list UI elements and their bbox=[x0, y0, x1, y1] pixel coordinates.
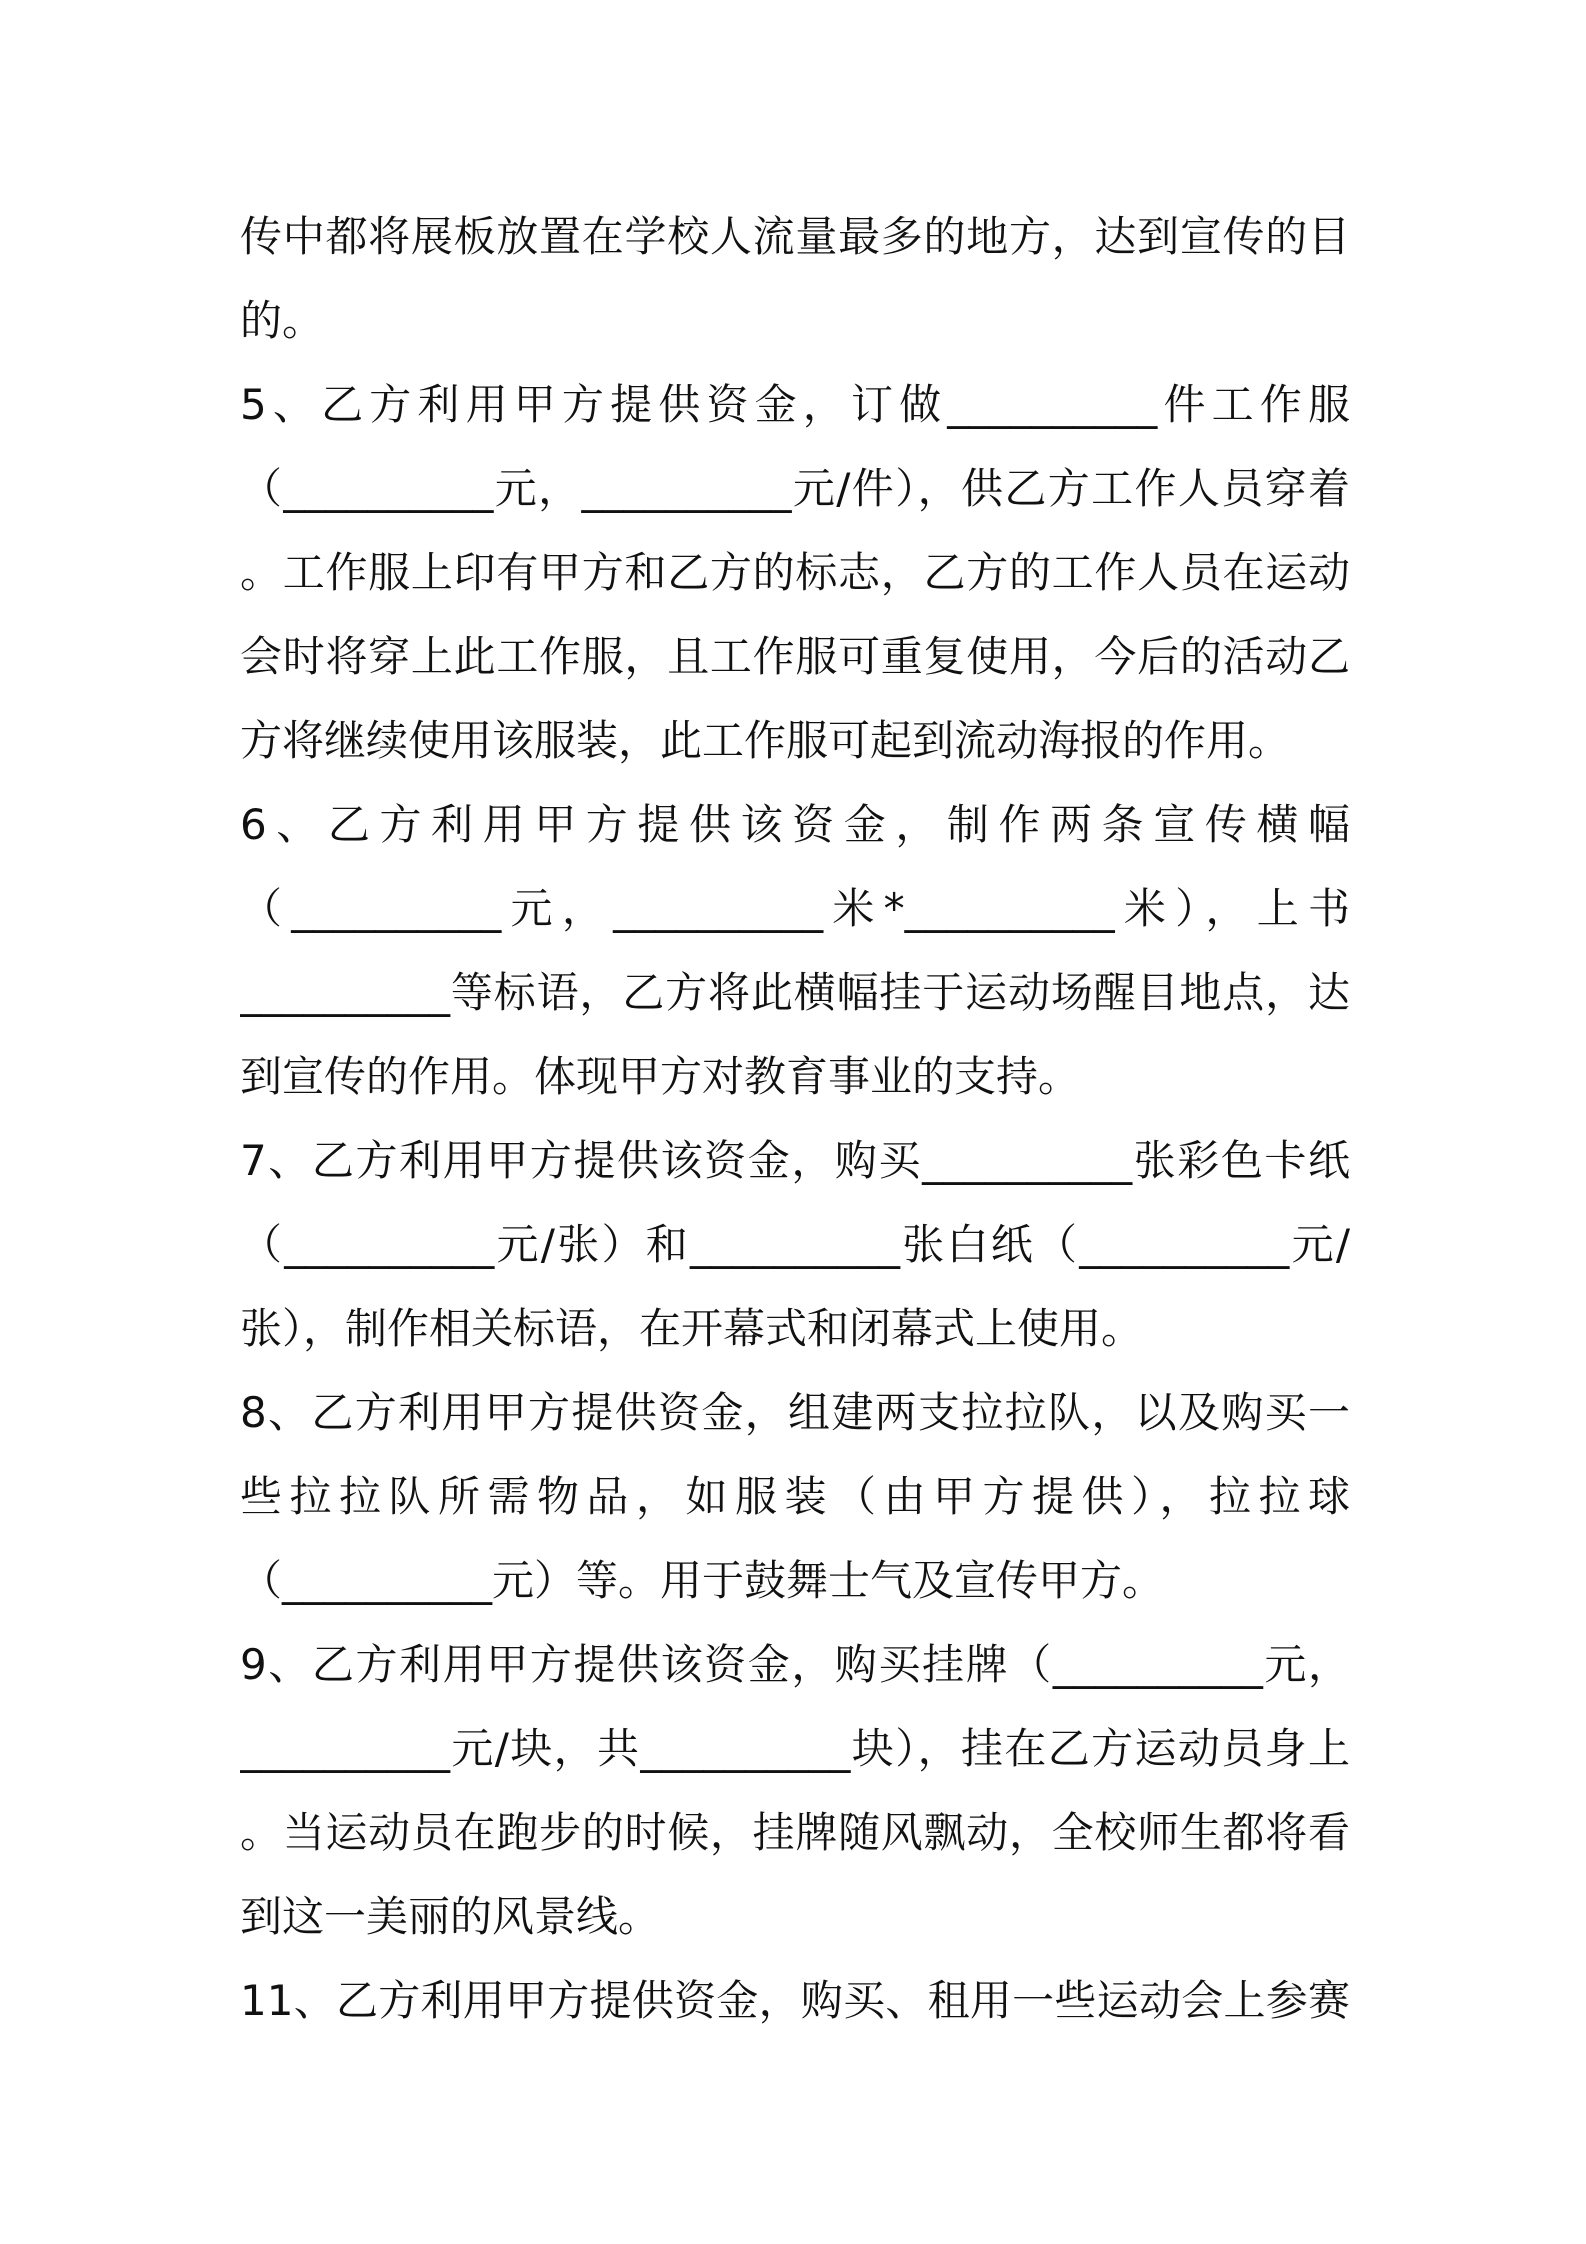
document-page bbox=[240, 195, 1350, 2043]
text-line: 11、乙方利用甲方提供资金，购买、租用一些运动会上参赛 bbox=[240, 1976, 1350, 2025]
text-line: 6、乙方利用甲方提供该资金，制作两条宣传横幅 bbox=[240, 800, 1350, 849]
text-line: 8、乙方利用甲方提供资金，组建两支拉拉队，以及购买一 bbox=[240, 1388, 1350, 1437]
text-line: 到这一美丽的风景线。 bbox=[240, 1892, 661, 1941]
text-line: __________元/块，共__________块），挂在乙方运动员身上 bbox=[240, 1724, 1350, 1773]
text-line: 到宣传的作用。体现甲方对教育事业的支持。 bbox=[240, 1052, 1081, 1101]
text-line: 会时将穿上此工作服，且工作服可重复使用，今后的活动乙 bbox=[240, 632, 1350, 681]
text-line: 7、乙方利用甲方提供该资金，购买__________张彩色卡纸 bbox=[240, 1136, 1350, 1185]
text-line: （__________元，__________米*__________米），上书 bbox=[240, 884, 1350, 933]
text-line: 的。 bbox=[240, 296, 325, 345]
text-line: 些拉拉队所需物品，如服装（由甲方提供），拉拉球 bbox=[240, 1472, 1350, 1521]
text-line: （__________元）等。用于鼓舞士气及宣传甲方。 bbox=[240, 1556, 1165, 1605]
text-line: 。当运动员在跑步的时候，挂牌随风飘动，全校师生都将看 bbox=[240, 1808, 1350, 1857]
text-line: 方将继续使用该服装，此工作服可起到流动海报的作用。 bbox=[240, 716, 1291, 765]
text-line: 传中都将展板放置在学校人流量最多的地方，达到宣传的目 bbox=[240, 212, 1350, 261]
text-line: 张），制作相关标语，在开幕式和闭幕式上使用。 bbox=[240, 1304, 1144, 1353]
text-line: （__________元/张）和__________张白纸（__________元/ bbox=[240, 1220, 1350, 1269]
text-line: __________等标语，乙方将此横幅挂于运动场醒目地点，达 bbox=[240, 968, 1350, 1017]
text-line: 。工作服上印有甲方和乙方的标志，乙方的工作人员在运动 bbox=[240, 548, 1350, 597]
text-line: 5、乙方利用甲方提供资金，订做__________件工作服 bbox=[240, 380, 1350, 429]
text-line: 9、乙方利用甲方提供该资金，购买挂牌（__________元， bbox=[240, 1640, 1350, 1689]
text-line: （__________元，__________元/件），供乙方工作人员穿着 bbox=[240, 464, 1350, 513]
